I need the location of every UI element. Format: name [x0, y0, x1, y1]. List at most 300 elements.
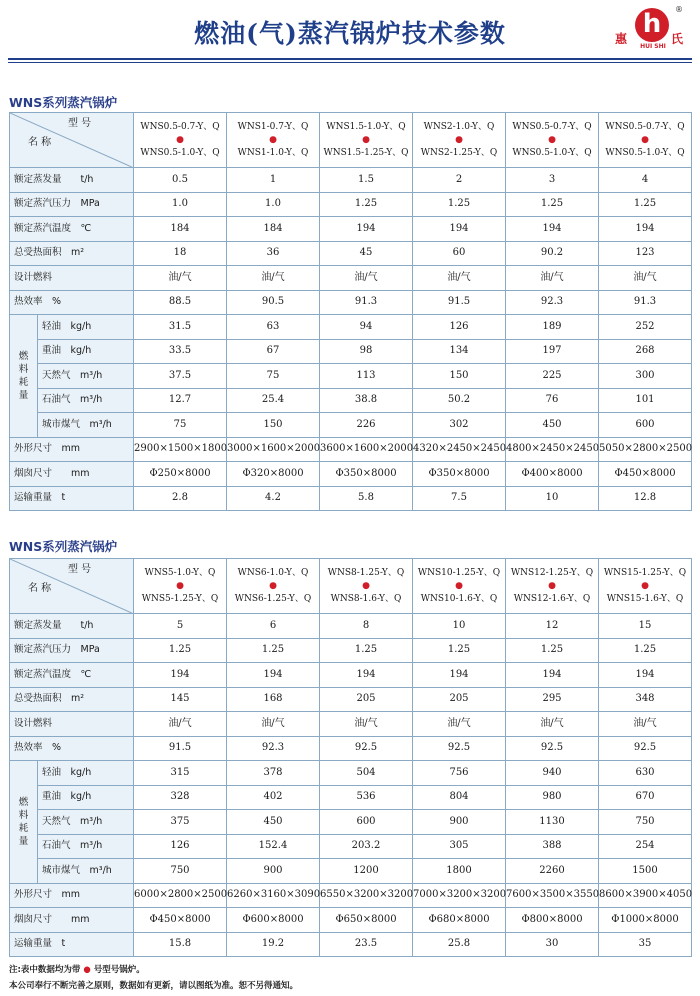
fuel-group-char: 耗 — [18, 822, 29, 834]
model-cell — [599, 559, 692, 614]
table-cell: 50.2 — [413, 388, 506, 413]
fuel-consumption-group — [10, 315, 38, 438]
table-cell: 45 — [320, 241, 413, 266]
model-primary: WNS5-1.0-Y、Q — [144, 567, 216, 578]
model-cell — [320, 559, 413, 614]
header-corner — [10, 559, 134, 614]
table-cell: 1.5 — [320, 168, 413, 193]
page-title: 燃油(气)蒸汽锅炉技术参数 — [194, 19, 506, 48]
table-cell: 23.5 — [320, 932, 413, 957]
table-cell: Φ600×8000 — [227, 908, 320, 933]
table-cell: 134 — [413, 339, 506, 364]
table-cell: 504 — [320, 761, 413, 786]
fuel-group-char: 耗 — [18, 376, 29, 388]
table-row — [10, 413, 692, 438]
table-cell: 756 — [413, 761, 506, 786]
table-row — [10, 614, 692, 639]
table-cell: 194 — [320, 217, 413, 242]
model-primary: WNS0.5-0.7-Y、Q — [605, 121, 685, 132]
row-label: 运输重量 t — [10, 486, 134, 511]
model-secondary — [320, 134, 412, 160]
row-label: 城市煤气 m³/h — [38, 859, 134, 884]
table-cell: 1130 — [506, 810, 599, 835]
table-cell: 12 — [506, 614, 599, 639]
bullet-marker-icon: ● — [362, 580, 370, 591]
bullet-marker-icon: ● — [176, 134, 184, 145]
table-cell: 10 — [506, 486, 599, 511]
table-cell: 15 — [599, 614, 692, 639]
model-secondary — [599, 580, 691, 606]
table-cell: 2260 — [506, 859, 599, 884]
logo-english: HUI SHI — [640, 43, 666, 50]
table-cell: 76 — [506, 388, 599, 413]
table-cell: 152.4 — [227, 834, 320, 859]
row-label: 总受热面积 m² — [10, 687, 134, 712]
table-cell: 油/气 — [320, 712, 413, 737]
note-disclaimer: 本公司奉行不断完善之原则，数据如有更新，请以图纸为准。恕不另得通知。 — [9, 981, 299, 991]
model-secondary — [227, 580, 319, 606]
table-cell: 205 — [413, 687, 506, 712]
model-primary: WNS10-1.25-Y、Q — [417, 567, 501, 578]
table-cell: 750 — [134, 859, 227, 884]
table-cell: 92.3 — [506, 290, 599, 315]
table-cell: 184 — [134, 217, 227, 242]
table-cell: 7000×3200×3200 — [413, 883, 506, 908]
table-row — [10, 266, 692, 291]
model-secondary-text: WNS10-1.6-Y、Q — [420, 593, 498, 604]
table-cell: 38.8 — [320, 388, 413, 413]
table-cell: 225 — [506, 364, 599, 389]
table-cell: 油/气 — [134, 266, 227, 291]
table-row — [10, 834, 692, 859]
registered-mark: ® — [675, 5, 683, 14]
table-cell: Φ400×8000 — [506, 462, 599, 487]
table-cell: Φ320×8000 — [227, 462, 320, 487]
table-cell: 1.25 — [506, 192, 599, 217]
table-cell: 1 — [227, 168, 320, 193]
bullet-marker-icon: ● — [362, 134, 370, 145]
table-row — [10, 192, 692, 217]
table-cell: 2.8 — [134, 486, 227, 511]
table-cell: 35 — [599, 932, 692, 957]
table-cell: 194 — [599, 217, 692, 242]
model-secondary-text: WNS0.5-1.0-Y、Q — [605, 147, 685, 158]
row-label: 运输重量 t — [10, 932, 134, 957]
table-cell: 6000×2800×2500 — [134, 883, 227, 908]
table-cell: 197 — [506, 339, 599, 364]
table-header-row — [10, 559, 692, 614]
bullet-marker-icon: ● — [455, 134, 463, 145]
bullet-marker-icon: ● — [269, 134, 277, 145]
bullet-marker-icon: ● — [176, 580, 184, 591]
table-cell: Φ350×8000 — [320, 462, 413, 487]
title-divider-thin — [8, 62, 692, 63]
table-cell: 630 — [599, 761, 692, 786]
table-cell: 194 — [506, 217, 599, 242]
table-header-row — [10, 113, 692, 168]
table-row — [10, 810, 692, 835]
table-cell: 194 — [320, 663, 413, 688]
model-primary: WNS1-0.7-Y、Q — [237, 121, 309, 132]
table-cell: 194 — [413, 663, 506, 688]
table-cell: 油/气 — [134, 712, 227, 737]
table-cell: 31.5 — [134, 315, 227, 340]
table-cell: 205 — [320, 687, 413, 712]
row-label: 石油气 m³/h — [38, 388, 134, 413]
fuel-group-char: 量 — [18, 389, 29, 401]
table-cell: 1.25 — [320, 638, 413, 663]
table-row — [10, 315, 692, 340]
table-cell: 92.5 — [413, 736, 506, 761]
model-primary: WNS6-1.0-Y、Q — [237, 567, 309, 578]
table-row — [10, 663, 692, 688]
table-cell: 油/气 — [506, 712, 599, 737]
model-primary: WNS1.5-1.0-Y、Q — [326, 121, 406, 132]
note-text-a: 注:表中数据均为带 — [9, 965, 81, 975]
table-cell: 900 — [227, 859, 320, 884]
model-secondary-text: WNS0.5-1.0-Y、Q — [140, 147, 220, 158]
table-cell: 302 — [413, 413, 506, 438]
table-cell: 1500 — [599, 859, 692, 884]
row-label: 额定蒸发量 t/h — [10, 168, 134, 193]
bullet-marker-icon: ● — [269, 580, 277, 591]
row-label: 额定蒸汽压力 MPa — [10, 638, 134, 663]
table-cell: 268 — [599, 339, 692, 364]
model-primary: WNS0.5-0.7-Y、Q — [140, 121, 220, 132]
model-cell — [134, 559, 227, 614]
note-footnote — [9, 963, 145, 975]
table-cell: 92.5 — [599, 736, 692, 761]
row-label: 额定蒸汽温度 ℃ — [10, 217, 134, 242]
row-label: 热效率 % — [10, 736, 134, 761]
table-cell: 25.4 — [227, 388, 320, 413]
fuel-group-char: 燃 — [18, 350, 29, 362]
table-cell: 940 — [506, 761, 599, 786]
row-label: 外形尺寸 mm — [10, 883, 134, 908]
table-cell: 4.2 — [227, 486, 320, 511]
table-cell: 7600×3500×3550 — [506, 883, 599, 908]
logo-char-right: 氏 — [671, 32, 684, 46]
table-cell: 60 — [413, 241, 506, 266]
model-cell — [320, 113, 413, 168]
row-label: 额定蒸汽温度 ℃ — [10, 663, 134, 688]
table-cell: 2900×1500×1800 — [134, 437, 227, 462]
table-cell: Φ680×8000 — [413, 908, 506, 933]
header-corner — [10, 113, 134, 168]
section-title: WNS系列蒸汽锅炉 — [9, 539, 118, 554]
table-row — [10, 932, 692, 957]
table-cell: 4 — [599, 168, 692, 193]
model-secondary — [506, 134, 598, 160]
table-cell: Φ450×8000 — [134, 908, 227, 933]
table-cell: Φ450×8000 — [599, 462, 692, 487]
brand-logo — [615, 5, 687, 58]
row-label: 总受热面积 m² — [10, 241, 134, 266]
model-primary: WNS12-1.25-Y、Q — [510, 567, 594, 578]
table-cell: 63 — [227, 315, 320, 340]
model-secondary — [134, 580, 226, 606]
table-cell: 600 — [320, 810, 413, 835]
row-label: 石油气 m³/h — [38, 834, 134, 859]
table-cell: 450 — [227, 810, 320, 835]
model-secondary-text: WNS1-1.0-Y、Q — [237, 147, 309, 158]
table-cell: 8 — [320, 614, 413, 639]
model-primary: WNS2-1.0-Y、Q — [423, 121, 495, 132]
table-cell: 450 — [506, 413, 599, 438]
table-row — [10, 437, 692, 462]
bullet-marker-icon: ● — [548, 580, 556, 591]
table-cell: 1.25 — [413, 638, 506, 663]
bullet-marker-icon: ● — [80, 965, 94, 975]
table-cell: Φ350×8000 — [413, 462, 506, 487]
row-label: 城市煤气 m³/h — [38, 413, 134, 438]
table-cell: 126 — [413, 315, 506, 340]
table-cell: 101 — [599, 388, 692, 413]
model-secondary-text: WNS15-1.6-Y、Q — [606, 593, 684, 604]
bullet-marker-icon: ● — [641, 134, 649, 145]
table-cell: 150 — [413, 364, 506, 389]
model-secondary — [227, 134, 319, 160]
table-cell: 305 — [413, 834, 506, 859]
table-cell: Φ1000×8000 — [599, 908, 692, 933]
model-cell — [227, 113, 320, 168]
table-cell: 1.25 — [320, 192, 413, 217]
table-row — [10, 290, 692, 315]
row-label: 热效率 % — [10, 290, 134, 315]
table-cell: 123 — [599, 241, 692, 266]
model-secondary-text: WNS2-1.25-Y、Q — [420, 147, 498, 158]
table-cell: 402 — [227, 785, 320, 810]
table-cell: 90.5 — [227, 290, 320, 315]
table-cell: 328 — [134, 785, 227, 810]
table-cell: 194 — [599, 663, 692, 688]
table-cell: Φ650×8000 — [320, 908, 413, 933]
table-cell: 1.25 — [506, 638, 599, 663]
table-cell: 113 — [320, 364, 413, 389]
bullet-marker-icon: ● — [548, 134, 556, 145]
table-row — [10, 339, 692, 364]
table-cell: 油/气 — [599, 712, 692, 737]
table-cell: 980 — [506, 785, 599, 810]
table-row — [10, 486, 692, 511]
table-row — [10, 785, 692, 810]
row-label: 额定蒸发量 t/h — [10, 614, 134, 639]
fuel-group-char: 燃 — [18, 796, 29, 808]
table-cell: 1.25 — [227, 638, 320, 663]
table-row — [10, 712, 692, 737]
table-cell: 1.0 — [227, 192, 320, 217]
bullet-marker-icon: ● — [455, 580, 463, 591]
table-cell: 6550×3200×3200 — [320, 883, 413, 908]
table-cell: 150 — [227, 413, 320, 438]
model-cell — [599, 113, 692, 168]
model-secondary-text: WNS0.5-1.0-Y、Q — [512, 147, 592, 158]
table-row — [10, 638, 692, 663]
section-title: WNS系列蒸汽锅炉 — [9, 95, 118, 110]
table-row — [10, 687, 692, 712]
model-secondary — [506, 580, 598, 606]
table-cell: 12.8 — [599, 486, 692, 511]
logo-char-left: 惠 — [615, 32, 628, 46]
table-cell: 油/气 — [227, 266, 320, 291]
model-primary: WNS0.5-0.7-Y、Q — [512, 121, 592, 132]
table-cell: 194 — [134, 663, 227, 688]
spec-table — [9, 558, 692, 957]
table-cell: 388 — [506, 834, 599, 859]
table-cell: 536 — [320, 785, 413, 810]
table-cell: 油/气 — [320, 266, 413, 291]
model-cell — [134, 113, 227, 168]
table-cell: 3000×1600×2000 — [227, 437, 320, 462]
table-row — [10, 364, 692, 389]
row-label: 外形尺寸 mm — [10, 437, 134, 462]
table-row — [10, 859, 692, 884]
table-row — [10, 217, 692, 242]
table-cell: 2 — [413, 168, 506, 193]
table-cell: 91.3 — [320, 290, 413, 315]
table-cell: 75 — [227, 364, 320, 389]
corner-model-label: 型 号 — [68, 564, 92, 575]
row-label: 轻油 kg/h — [38, 761, 134, 786]
table-cell: 36 — [227, 241, 320, 266]
table-cell: 126 — [134, 834, 227, 859]
table-cell: 油/气 — [413, 712, 506, 737]
table-cell: 98 — [320, 339, 413, 364]
table-cell: 33.5 — [134, 339, 227, 364]
model-secondary — [134, 134, 226, 160]
row-label: 重油 kg/h — [38, 785, 134, 810]
row-label: 额定蒸汽压力 MPa — [10, 192, 134, 217]
table-cell: 1.25 — [599, 638, 692, 663]
table-cell: 145 — [134, 687, 227, 712]
fuel-group-char: 量 — [18, 835, 29, 847]
table-cell: 378 — [227, 761, 320, 786]
table-cell: 900 — [413, 810, 506, 835]
table-cell: 37.5 — [134, 364, 227, 389]
table-cell: 油/气 — [227, 712, 320, 737]
table-cell: 3 — [506, 168, 599, 193]
table-cell: 7.5 — [413, 486, 506, 511]
table-cell: 4800×2450×2450 — [506, 437, 599, 462]
bullet-marker-icon: ● — [641, 580, 649, 591]
table-cell: Φ800×8000 — [506, 908, 599, 933]
table-cell: 91.3 — [599, 290, 692, 315]
logo-mark: h — [635, 8, 669, 42]
corner-model-label: 型 号 — [68, 118, 92, 129]
table-cell: 252 — [599, 315, 692, 340]
table-cell: 油/气 — [599, 266, 692, 291]
table-cell: 348 — [599, 687, 692, 712]
table-cell: 94 — [320, 315, 413, 340]
table-cell: 750 — [599, 810, 692, 835]
model-secondary-text: WNS1.5-1.25-Y、Q — [323, 147, 409, 158]
fuel-consumption-group — [10, 761, 38, 884]
fuel-group-char: 料 — [18, 363, 29, 375]
table-cell: 8600×3900×4050 — [599, 883, 692, 908]
model-cell — [413, 113, 506, 168]
table-cell: 600 — [599, 413, 692, 438]
fuel-group-char: 料 — [18, 809, 29, 821]
corner-name-label: 名 称 — [28, 583, 52, 594]
table-cell: 15.8 — [134, 932, 227, 957]
table-cell: 194 — [413, 217, 506, 242]
model-secondary-text: WNS5-1.25-Y、Q — [141, 593, 219, 604]
table-cell: 92.5 — [506, 736, 599, 761]
table-cell: 300 — [599, 364, 692, 389]
table-cell: 184 — [227, 217, 320, 242]
note-text-b: 号型号锅炉。 — [93, 965, 145, 975]
model-secondary — [413, 134, 505, 160]
table-cell: 4320×2450×2450 — [413, 437, 506, 462]
table-cell: 315 — [134, 761, 227, 786]
table-cell: 804 — [413, 785, 506, 810]
table-cell: 90.2 — [506, 241, 599, 266]
table-cell: 91.5 — [413, 290, 506, 315]
table-row — [10, 883, 692, 908]
table-cell: 92.5 — [320, 736, 413, 761]
table-row — [10, 462, 692, 487]
row-label: 设计燃料 — [10, 712, 134, 737]
table-cell: 10 — [413, 614, 506, 639]
table-cell: 1.25 — [134, 638, 227, 663]
model-cell — [413, 559, 506, 614]
model-secondary — [599, 134, 691, 160]
table-cell: 375 — [134, 810, 227, 835]
table-cell: 91.5 — [134, 736, 227, 761]
table-cell: 19.2 — [227, 932, 320, 957]
row-label: 天然气 m³/h — [38, 364, 134, 389]
table-cell: 194 — [506, 663, 599, 688]
table-row — [10, 388, 692, 413]
row-label: 设计燃料 — [10, 266, 134, 291]
table-cell: 6 — [227, 614, 320, 639]
row-label: 重油 kg/h — [38, 339, 134, 364]
table-cell: 670 — [599, 785, 692, 810]
model-primary: WNS8-1.25-Y、Q — [327, 567, 405, 578]
table-cell: 1.0 — [134, 192, 227, 217]
table-cell: 88.5 — [134, 290, 227, 315]
table-cell: 18 — [134, 241, 227, 266]
table-cell: 226 — [320, 413, 413, 438]
model-secondary — [413, 580, 505, 606]
table-cell: 5050×2800×2500 — [599, 437, 692, 462]
model-secondary-text: WNS8-1.6-Y、Q — [330, 593, 402, 604]
table-cell: 油/气 — [413, 266, 506, 291]
table-cell: 油/气 — [506, 266, 599, 291]
table-cell: 12.7 — [134, 388, 227, 413]
table-cell: 1.25 — [599, 192, 692, 217]
table-cell: 254 — [599, 834, 692, 859]
spec-table — [9, 112, 692, 511]
table-row — [10, 736, 692, 761]
table-row — [10, 168, 692, 193]
model-secondary-text: WNS6-1.25-Y、Q — [234, 593, 312, 604]
table-cell: 295 — [506, 687, 599, 712]
title-divider — [8, 58, 692, 60]
table-cell: 203.2 — [320, 834, 413, 859]
table-cell: 1800 — [413, 859, 506, 884]
table-cell: 6260×3160×3090 — [227, 883, 320, 908]
model-secondary-text: WNS12-1.6-Y、Q — [513, 593, 591, 604]
row-label: 烟囱尺寸 mm — [10, 908, 134, 933]
table-cell: 189 — [506, 315, 599, 340]
table-cell: 3600×1600×2000 — [320, 437, 413, 462]
table-cell: 25.8 — [413, 932, 506, 957]
model-cell — [227, 559, 320, 614]
corner-name-label: 名 称 — [28, 137, 52, 148]
table-row — [10, 241, 692, 266]
table-cell: 67 — [227, 339, 320, 364]
